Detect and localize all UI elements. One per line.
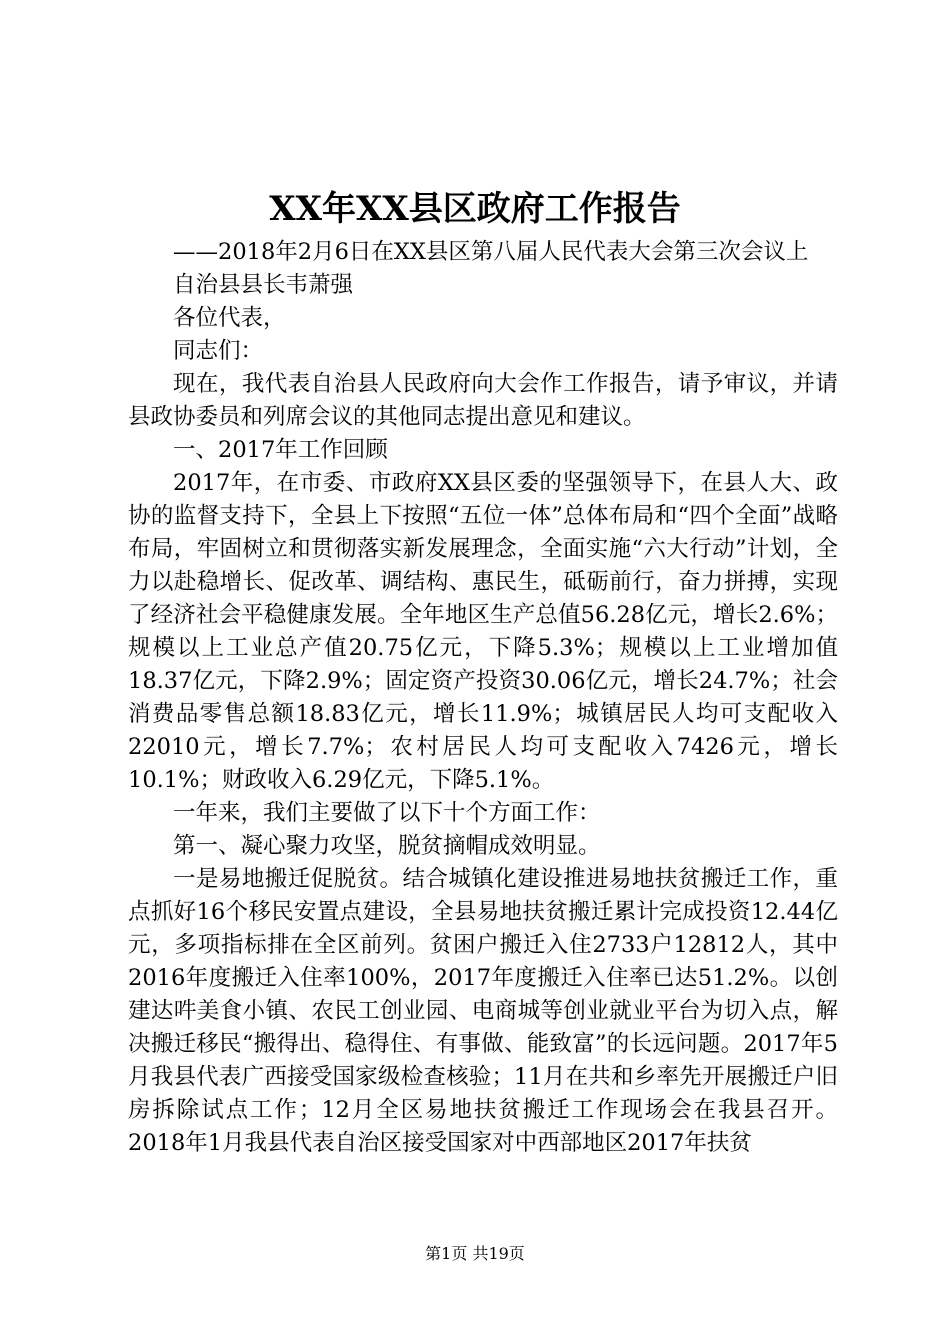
paragraph-relocation: 一是易地搬迁促脱贫。结合城镇化建设推进易地扶贫搬迁工作，重点抓好16个移民安置点建设，全县易地扶贫搬迁累计完成投资12.44亿元，多项指标排在全区前列。贫困户搬迁入住2733户12812人，其中2016年度搬迁入住率100%，2017年度搬迁入住率已达51.2%。以创建达吽美食小镇、农民工创业园、电商城等创业就业平台为切入点，解决搬迁移民“搬得出、稳得住、有事做、能致富”的长远问题。2017年5月我县代表广西接受国家级检查核验；11月在共和乡率先开展搬迁户旧房拆除试点工作；12月全区易地扶贫搬迁工作现场会在我县召开。2018年1月我县代表自治区接受国家对中西部地区2017年扶贫 — [128, 866, 838, 1156]
paragraph-summary: 2017年，在市委、市政府XX县区委的坚强领导下，在县人大、政协的监督支持下，全县上下按照“五位一体”总体布局和“四个全面”战略布局，牢固树立和贯彻落实新发展理念，全面实施“六大行动”计划，全力以赴稳增长、促改革、调结构、惠民生，砥砺前行，奋力拼搏，实现了经济社会平稳健康发展。全年地区生产总值56.28亿元，增长2.6%；规模以上工业总产值20.75亿元，下降5.3%；规模以上工业增加值18.37亿元，下降2.9%；固定资产投资30.06亿元，增长24.7%；社会消费品零售总额18.83亿元，增长11.9%；城镇居民人均可支配收入22010元，增长7.7%；农村居民人均可支配收入7426元，增长10.1%；财政收入6.29亿元，下降5.1%。 — [128, 470, 838, 793]
section-heading-first: 第一、凝心聚力攻坚，脱贫摘帽成效明显。 — [173, 833, 601, 859]
section-heading-review: 一、2017年工作回顾 — [173, 437, 388, 463]
paragraph-salutation-2: 同志们： — [173, 338, 264, 364]
paragraph-salutation-1: 各位代表， — [173, 305, 286, 331]
document-title: XX年XX县区政府工作报告 — [269, 189, 681, 229]
paragraph-author: 自治县县长韦萧强 — [173, 272, 354, 298]
paragraph-intro: 现在，我代表自治县人民政府向大会作工作报告，请予审议，并请县政协委员和列席会议的其他同志提出意见和建议。 — [128, 371, 838, 430]
paragraph-subtitle: ——2018年2月6日在XX县区第八届人民代表大会第三次会议上 — [173, 239, 809, 265]
document-body — [128, 236, 838, 1160]
page-footer: 第1页 共19页 — [425, 1244, 525, 1263]
paragraph-ten-aspects: 一年来，我们主要做了以下十个方面工作： — [173, 800, 601, 826]
